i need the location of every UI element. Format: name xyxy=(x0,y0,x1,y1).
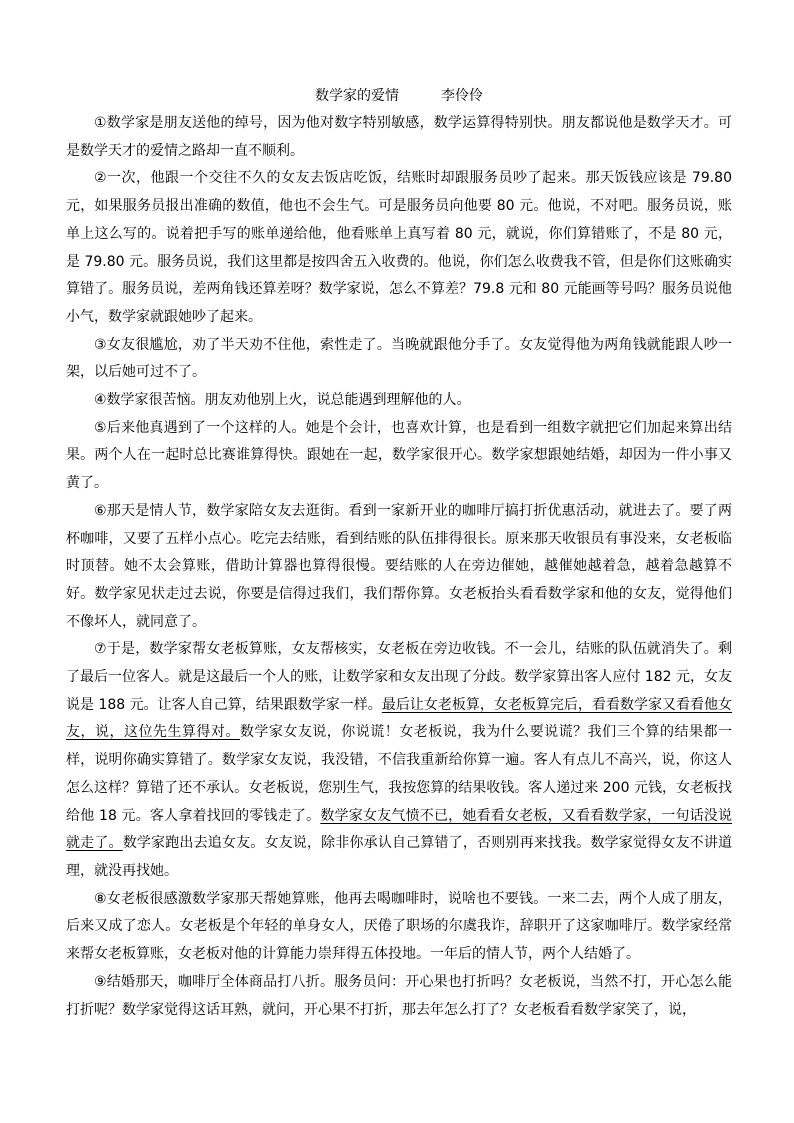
paragraph-8: ⑧女老板很感激数学家那天帮她算账，他再去喝咖啡时，说啥也不要钱。一来二去，两个人成了朋友，后来又成了恋人。女老板是个年轻的单身女人，厌倦了职场的尔虞我诈，辞职开了这家咖啡厅。数学家经常来帮女老板算账，女老板对他的计算能力崇拜得五体投地。一年后的情人节，两个人结婚了。 xyxy=(66,890,732,963)
paragraph-6: ⑥那天是情人节，数学家陪女友去逛街。看到一家新开业的咖啡厅搞打折优惠活动，就进去了。要了两杯咖啡，又要了五样小点心。吃完去结账，看到结账的队伍排得很长。原来那天收银员有事没来，女老板临时顶替。她不太会算账，借助计算器也算得很慢。要结账的人在旁边催她，越催她越着急，越着急越算不好。数学家见状走过去说，你要是信得过我们，我们帮你算。女老板抬头看看数学家和他的女友，觉得他们不像坏人，就同意了。 xyxy=(66,502,732,630)
paragraph-7-part-1: ⑦于是，数学家帮女老板算账，女友帮核实，女老板在旁边收钱。不一会儿，结账的队伍就消失了。剩了最后一位客人。就是这最后一个人的账，让数学家和女友出现了分歧。数学家算出客人应付 182 元，女友说是 188 元。让客人自己算，结果跟数学家一样。 xyxy=(66,641,732,713)
paragraph-4: ④数学家很苦恼。朋友劝他别上火，说总能遇到理解他的人。 xyxy=(94,392,471,409)
article-body xyxy=(66,110,732,1024)
underlined-sentence-1: 最后让女老板算，女老板算完后，看看数学家又看看他女友，说，这位先生算得对。 xyxy=(66,696,733,741)
article-title: 数学家的爱情 xyxy=(315,88,399,104)
paragraph-3: ③女友很尴尬，劝了半天劝不住他，索性走了。当晚就跟他分手了。女友觉得他为两角钱就能跟人吵一架，以后她可过不了。 xyxy=(66,336,732,381)
article-title-line xyxy=(66,86,732,106)
underlined-sentence-2: 数学家女友气愤不已，她看看女老板，又看看数学家，一句话没说就走了。 xyxy=(66,807,733,852)
paragraph-9: ⑨结婚那天，咖啡厅全体商品打八折。服务员问：开心果也打折吗？女老板说，当然不打，开心怎么能打折呢？数学家觉得这话耳熟，就问，开心果不打折，那去年怎么打了？女老板看看数学家笑了，说， xyxy=(66,973,732,1018)
paragraph-5: ⑤后来他真遇到了一个这样的人。她是个会计，也喜欢计算，也是看到一组数字就把它们加起来算出结果。两个人在一起时总比赛谁算得快。跟她在一起，数学家很开心。数学家想跟她结婚，却因为一件小事又黄了。 xyxy=(66,419,732,492)
paragraph-2: ②一次，他跟一个交往不久的女友去饭店吃饭，结账时却跟服务员吵了起来。那天饭钱应该是 79.80 元，如果服务员报出准确的数值，他也不会生气。可是服务员向他要 80 元。他说，不对吧。服务员说，账单上这么写的。说着把手写的账单递给他，他看账单上真写着 80 元，就说，你们算错账了，不是 80 元，是 79.80 元。服务员说，我们这里都是按四舍五入收费的。他说，你们怎么收费我不管，但是你们这账确实算错了。服务员说，差两角钱还算差呀？数学家说，怎么不算差？79.8 元和 80 元能画等号吗？服务员说他小气，数学家就跟她吵了起来。 xyxy=(66,170,732,325)
paragraph-7-part-2: 数学家女友说，你说谎！女老板说，我为什么要说谎？我们三个算的结果都一样，说明你确实算错了。数学家女友说，我没错，不信我重新给你算一遍。客人有点儿不高兴，说，你这人怎么这样？算错了还不承认。女老板说，您别生气，我按您算的结果收钱。客人递过来 200 元钱，女老板找给他 18 元。客人拿着找回的零钱走了。 xyxy=(66,724,733,824)
article-author: 李伶伶 xyxy=(441,88,483,104)
paragraph-7 xyxy=(66,636,732,885)
paragraph-7-part-3: 数学家跑出去追女友。女友说，除非你承认自己算错了，否则别再来找我。数学家觉得女友不讲道理，就没再找她。 xyxy=(66,835,733,879)
paragraph-1: ①数学家是朋友送他的绰号，因为他对数字特别敏感，数学运算得特别快。朋友都说他是数学天才。可是数学天才的爱情之路却一直不顺利。 xyxy=(66,115,732,159)
